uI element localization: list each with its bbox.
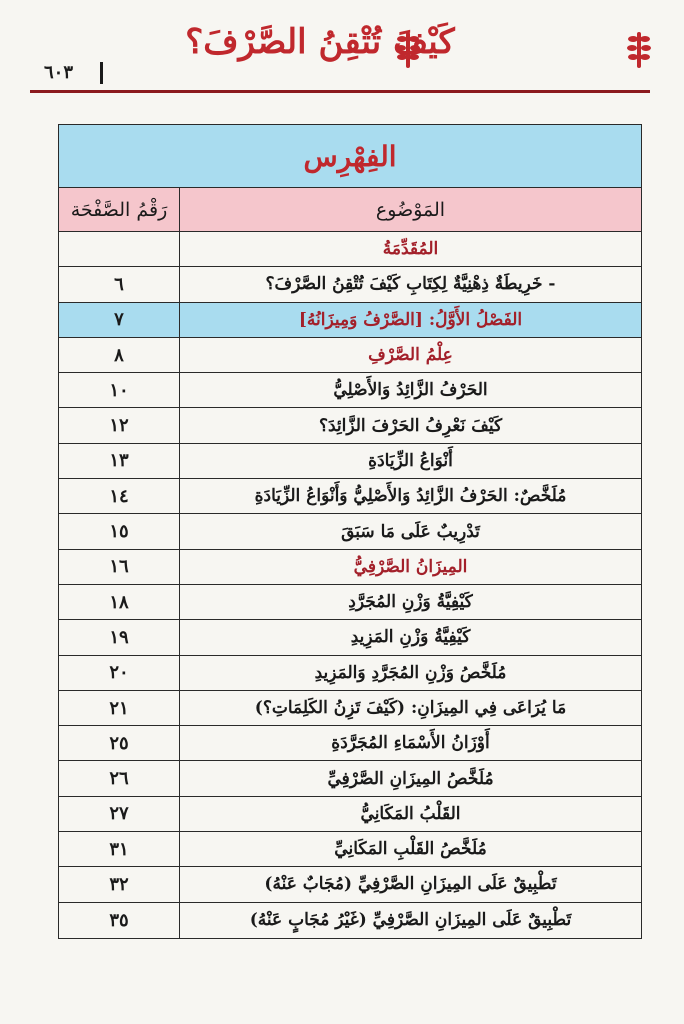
table-row <box>59 303 641 338</box>
table-of-contents <box>58 124 642 939</box>
toc-page-number: ١٨ <box>109 591 129 613</box>
table-row <box>59 797 641 832</box>
book-title: كَيْفَ تُتْقِنُ الصَّرْفَ؟ <box>185 22 455 62</box>
table-row <box>59 585 641 620</box>
table-row <box>59 373 641 408</box>
toc-topic: أَنْوَاعُ الزِّيَادَةِ <box>179 444 641 478</box>
toc-topic: مُلَخَّصُ المِيزَانِ الصَّرْفِيِّ <box>179 761 641 795</box>
toc-topic: مُلَخَّصُ وَزْنِ المُجَرَّدِ وَالمَزِيدِ <box>179 656 641 690</box>
toc-rows <box>59 232 641 938</box>
toc-topic: المِيزَانُ الصَّرْفِيُّ <box>179 550 641 584</box>
toc-topic: كَيْفِيَّةُ وَزْنِ المَزِيدِ <box>179 620 641 654</box>
toc-page-number: ١٢ <box>109 415 129 437</box>
toc-page-number: ١٦ <box>109 556 129 578</box>
toc-topic: كَيْفَ نَعْرِفُ الحَرْفَ الزَّائِدَ؟ <box>179 408 641 442</box>
toc-topic: عِلْمُ الصَّرْفِ <box>179 338 641 372</box>
table-row <box>59 444 641 479</box>
column-header-topic: المَوْضُوع <box>179 188 641 231</box>
table-row <box>59 903 641 938</box>
toc-page-number: ١٣ <box>109 450 129 472</box>
toc-page-number: ٧ <box>114 309 124 331</box>
toc-page-number: ٢٠ <box>109 662 129 684</box>
table-row <box>59 832 641 867</box>
toc-page-number <box>59 232 179 266</box>
table-row <box>59 408 641 443</box>
toc-topic: تَطْبِيقٌ عَلَى المِيزَانِ الصَّرْفِيِّ (غَيْرُ مُجَابٍ عَنْهُ) <box>179 903 641 938</box>
table-row <box>59 726 641 761</box>
toc-page-number: ٢١ <box>109 697 129 719</box>
toc-page-number: ٣١ <box>109 838 129 860</box>
header-rule <box>30 90 650 93</box>
table-row <box>59 761 641 796</box>
toc-topic: الفَصْلُ الأَوَّلُ: [الصَّرْفُ وَمِيزَانُهُ] <box>179 303 641 337</box>
toc-page-number: ٣٢ <box>109 873 129 895</box>
page-header <box>0 0 684 100</box>
table-row <box>59 656 641 691</box>
toc-title: الفِهْرِس <box>59 125 641 188</box>
toc-page-number: ٨ <box>114 344 124 366</box>
toc-topic: - خَرِيطَةٌ ذِهْنِيَّةٌ لِكِتَابِ كَيْفَ تُتْقِنُ الصَّرْفَ؟ <box>179 267 641 301</box>
toc-header-row <box>59 188 641 232</box>
toc-page-number: ٢٧ <box>109 803 129 825</box>
table-row <box>59 267 641 302</box>
toc-topic: كَيْفِيَّةُ وَزْنِ المُجَرَّدِ <box>179 585 641 619</box>
toc-page-number: ٢٦ <box>109 768 129 790</box>
toc-page-number: ١٠ <box>109 379 129 401</box>
toc-topic: مُلَخَّصُ القَلْبِ المَكَانِيِّ <box>179 832 641 866</box>
column-header-page: رَقْمُ الصَّفْحَة <box>70 198 168 221</box>
table-row <box>59 232 641 267</box>
table-row <box>59 867 641 902</box>
toc-page-number: ١٩ <box>109 626 129 648</box>
toc-topic: مُلَخَّصٌ: الحَرْفُ الزَّائِدُ وَالأَصْلِيُّ وَأَنْوَاعُ الزِّيَادَةِ <box>179 479 641 513</box>
table-row <box>59 479 641 514</box>
toc-page-number: ٣٥ <box>109 909 129 931</box>
toc-page-number: ٦ <box>114 273 124 295</box>
toc-topic: القَلْبُ المَكَانِيُّ <box>179 797 641 831</box>
table-row <box>59 620 641 655</box>
toc-topic: أَوْزَانُ الأَسْمَاءِ المُجَرَّدَةِ <box>179 726 641 760</box>
table-row <box>59 514 641 549</box>
toc-page-number: ٢٥ <box>109 732 129 754</box>
toc-topic: مَا يُرَاعَى فِي المِيزَانِ: (كَيْفَ تَزِنُ الكَلِمَاتِ؟) <box>179 691 641 725</box>
page-number: ٦٠٣ <box>44 62 74 83</box>
toc-topic: الحَرْفُ الزَّائِدُ وَالأَصْلِيُّ <box>179 373 641 407</box>
toc-page-number: ١٥ <box>109 521 129 543</box>
page-number-divider <box>100 62 103 84</box>
toc-topic: تَطْبِيقٌ عَلَى المِيزَانِ الصَّرْفِيِّ (مُجَابٌ عَنْهُ) <box>179 867 641 901</box>
table-row <box>59 691 641 726</box>
toc-topic: تَدْرِيبٌ عَلَى مَا سَبَقَ <box>179 514 641 548</box>
toc-topic: المُقَدِّمَةُ <box>179 232 641 266</box>
floral-ornament-icon <box>626 30 652 70</box>
table-row <box>59 338 641 373</box>
toc-page-number: ١٤ <box>109 485 129 507</box>
table-row <box>59 550 641 585</box>
